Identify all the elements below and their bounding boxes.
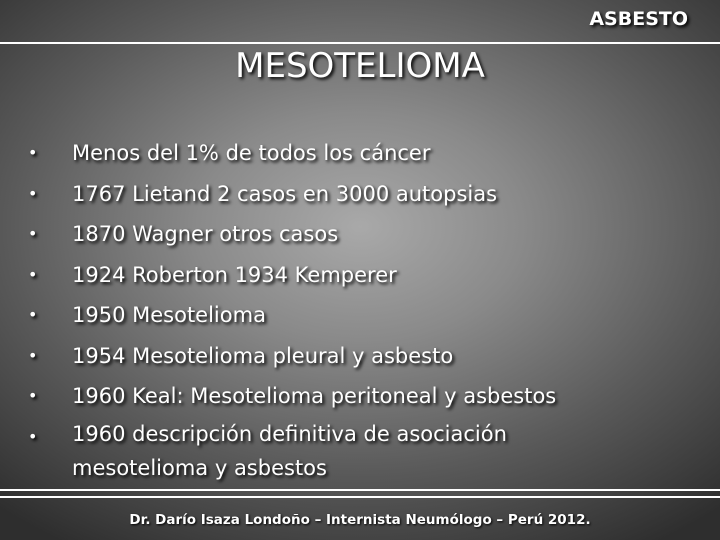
- bullet-icon: •: [28, 305, 38, 324]
- bullet-item: • 1767 Lietand 2 casos en 3000 autopsias: [28, 174, 708, 215]
- bullet-item: • 1924 Roberton 1934 Kemperer: [28, 255, 708, 296]
- bullet-list: [28, 133, 708, 488]
- bullet-item: • 1954 Mesotelioma pleural y asbesto: [28, 336, 708, 377]
- bullet-icon: •: [28, 345, 38, 365]
- bullet-icon: •: [28, 426, 38, 446]
- bullet-item: • 1870 Wagner otros casos: [28, 214, 708, 255]
- bottom-divider-secondary: [0, 496, 720, 498]
- bullet-item: • 1960 descripción definitiva de asociación mesotelioma y asbestos: [28, 417, 708, 489]
- bullet-item: • 1950 Mesotelioma: [28, 295, 708, 336]
- bottom-divider: [0, 489, 720, 491]
- bullet-icon: •: [28, 386, 38, 405]
- header-tag: ASBESTO: [589, 8, 688, 30]
- bullet-item: • Menos del 1% de todos los cáncer: [28, 133, 708, 174]
- bullet-icon: •: [28, 183, 38, 203]
- bullet-icon: •: [28, 224, 38, 243]
- bullet-icon: •: [28, 143, 38, 162]
- bullet-icon: •: [28, 264, 38, 284]
- footer-author: Dr. Darío Isaza Londoño – Internista Neumólogo – Perú 2012.: [129, 512, 591, 528]
- top-divider: [0, 42, 720, 44]
- bullet-item: • 1960 Keal: Mesotelioma peritoneal y asbestos: [28, 376, 708, 417]
- slide-title: MESOTELIOMA: [235, 46, 485, 86]
